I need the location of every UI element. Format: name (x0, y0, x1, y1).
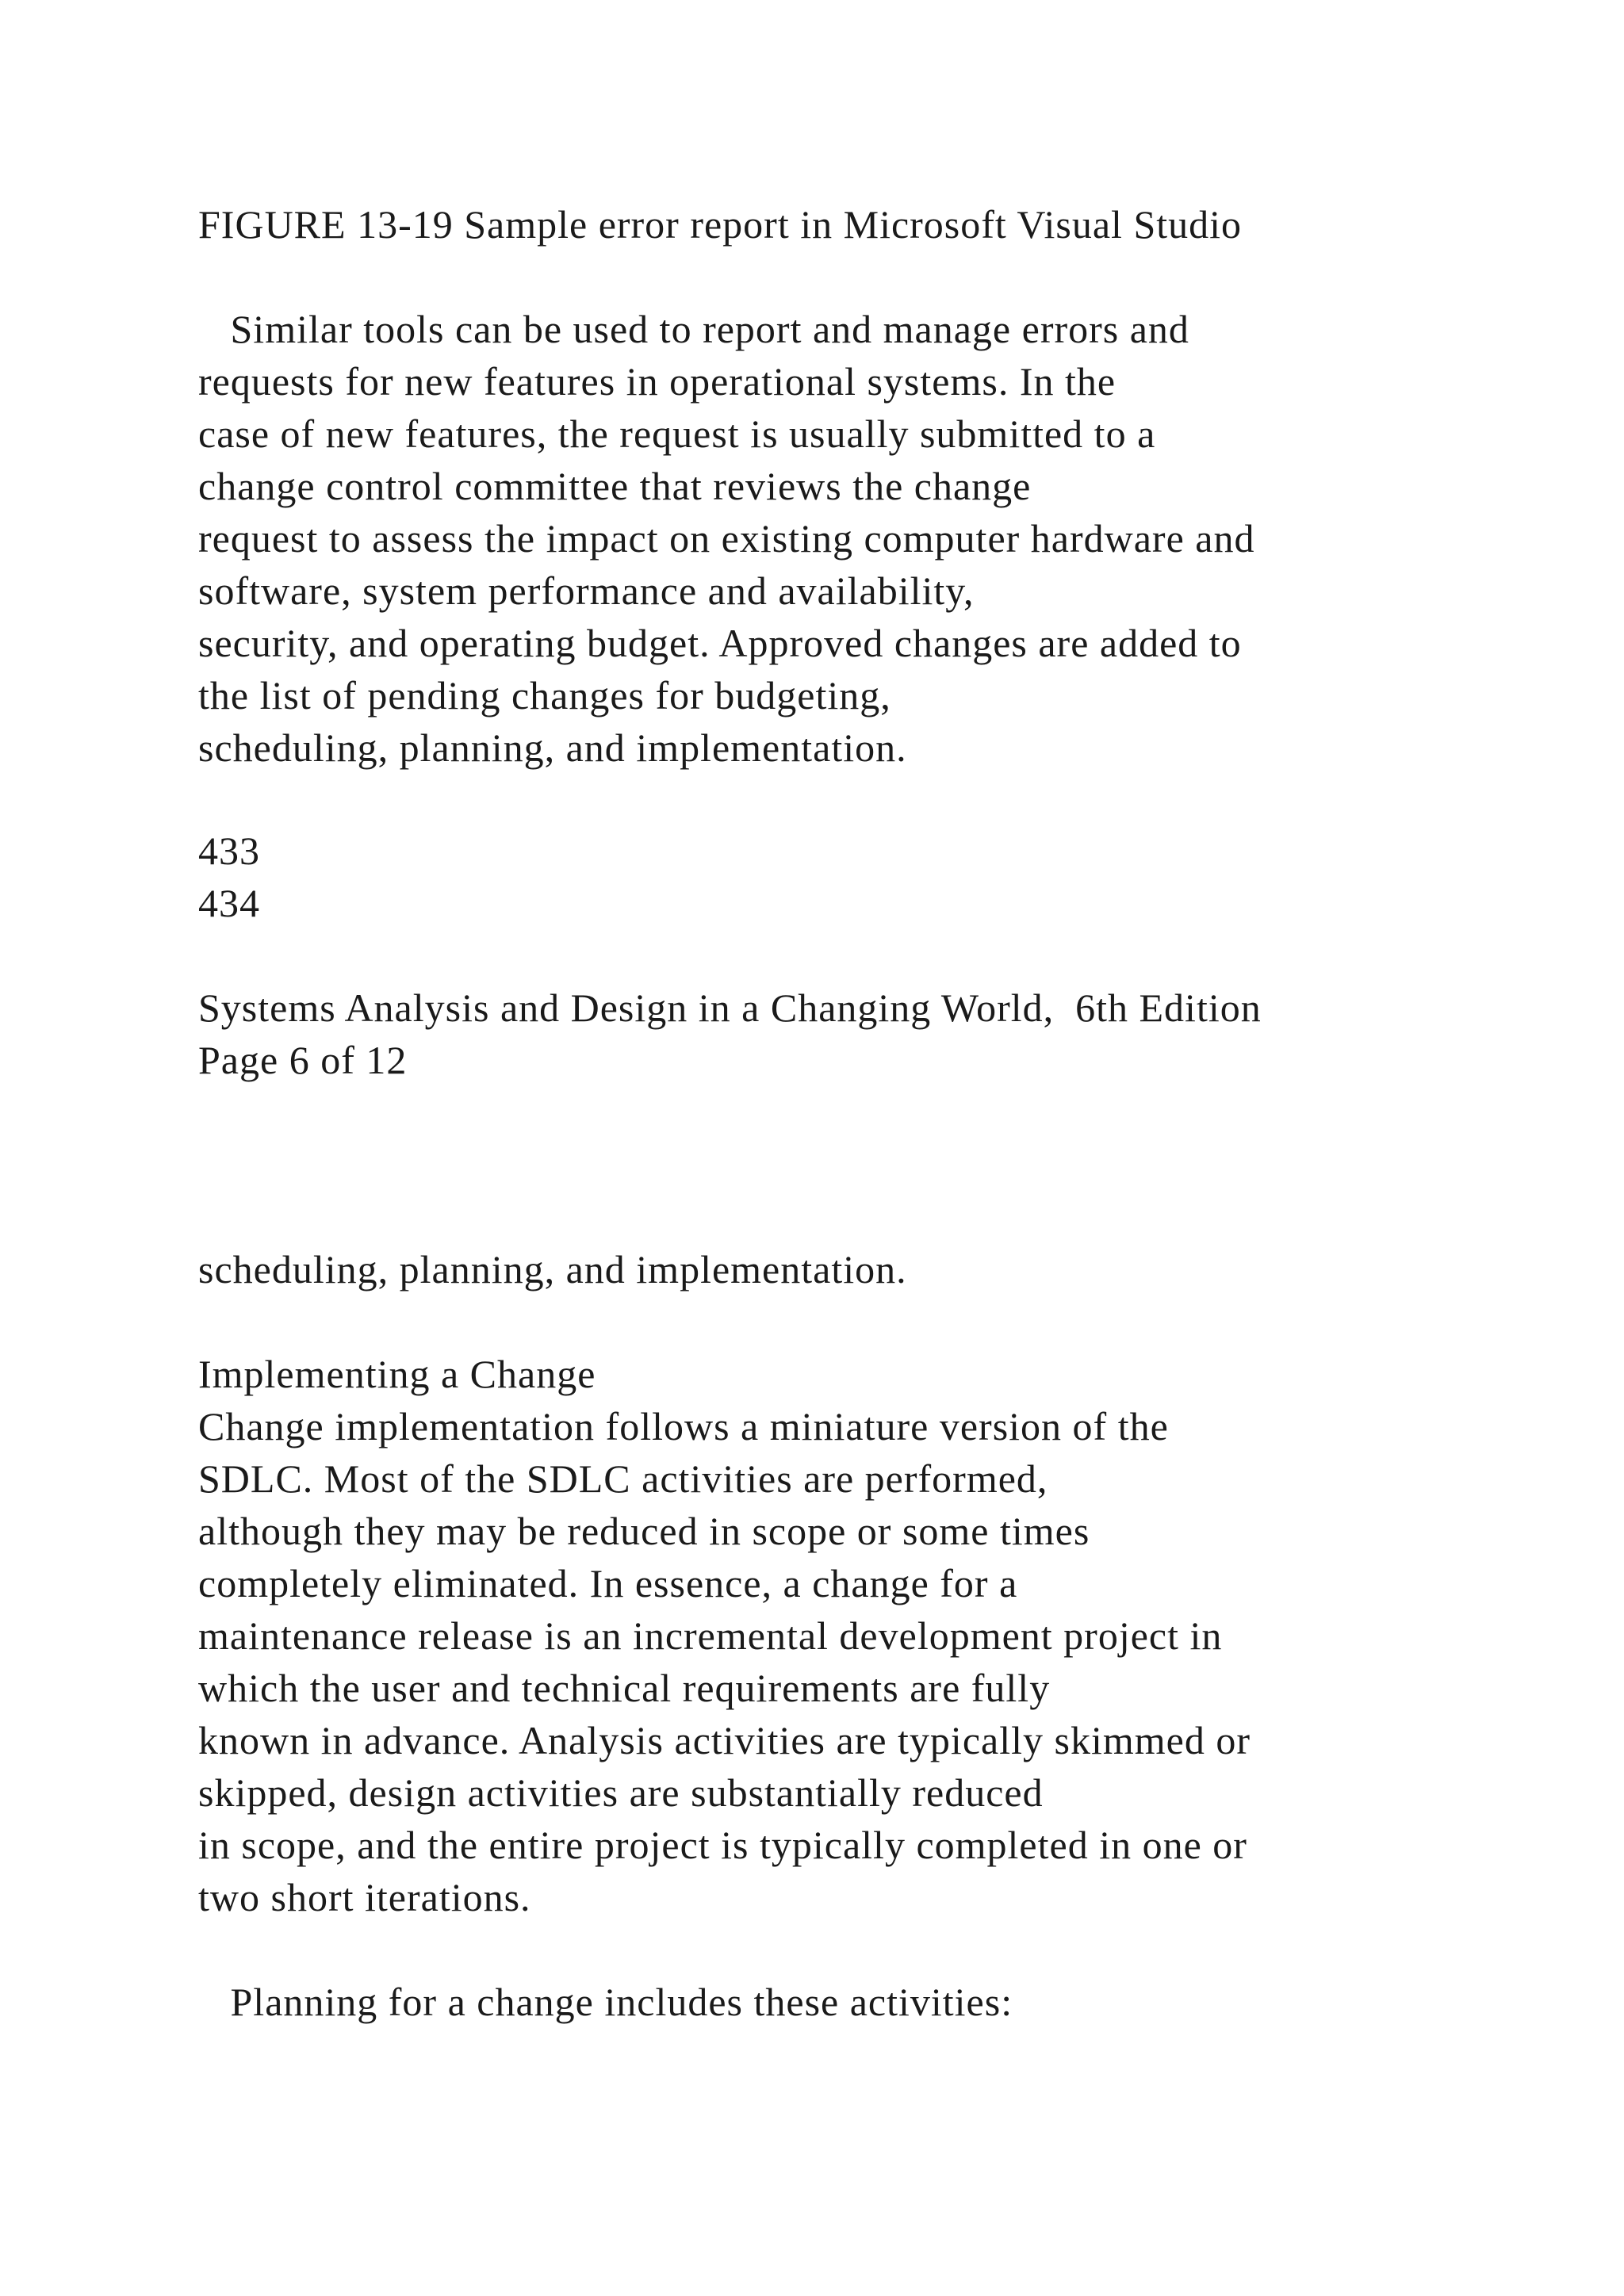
book-title: Systems Analysis and Design in a Changing World, 6th Edition (198, 985, 1262, 1030)
page-number: 433 (198, 828, 260, 873)
paragraph-line: software, system performance and availability, (198, 568, 975, 613)
paragraph-line: scheduling, planning, and implementation. (198, 725, 907, 770)
page-number: 434 (198, 881, 260, 925)
page-indicator: Page 6 of 12 (198, 1038, 408, 1082)
paragraph-line: which the user and technical requirements are fully (198, 1666, 1051, 1710)
paragraph-line: Change implementation follows a miniature version of the (198, 1404, 1169, 1448)
paragraph-planning: Planning for a change includes these activities: (198, 1980, 1013, 2024)
paragraph-line: the list of pending changes for budgeting, (198, 673, 891, 718)
page-numbers (198, 825, 1546, 929)
section-implementing-change (198, 1348, 1546, 1923)
paragraph-line: change control committee that reviews the change (198, 464, 1032, 508)
paragraph-line: case of new features, the request is usually submitted to a (198, 411, 1156, 456)
paragraph-line: maintenance release is an incremental development project in (198, 1613, 1223, 1658)
section-heading: Implementing a Change (198, 1352, 596, 1396)
paragraph-line: two short iterations. (198, 1875, 531, 1919)
paragraph-line: completely eliminated. In essence, a change for a (198, 1561, 1018, 1605)
paragraph-line: Similar tools can be used to report and manage errors and (198, 307, 1189, 351)
figure-caption: FIGURE 13-19 Sample error report in Microsoft Visual Studio (198, 202, 1243, 247)
paragraph-line: although they may be reduced in scope or some times (198, 1509, 1090, 1553)
paragraph-line: in scope, and the entire project is typically completed in one or (198, 1823, 1247, 1867)
page-footer (198, 982, 1546, 1086)
paragraph-line: request to assess the impact on existing computer hardware and (198, 516, 1255, 561)
paragraph-line: requests for new features in operational systems. In the (198, 359, 1116, 404)
paragraph-line: skipped, design activities are substantially reduced (198, 1770, 1044, 1815)
paragraph-line: known in advance. Analysis activities are typically skimmed or (198, 1718, 1251, 1762)
paragraph-line: SDLC. Most of the SDLC activities are performed, (198, 1456, 1048, 1501)
paragraph-line: security, and operating budget. Approved changes are added to (198, 621, 1242, 665)
paragraph-change-requests (198, 303, 1546, 774)
repeated-line: scheduling, planning, and implementation. (198, 1247, 907, 1292)
